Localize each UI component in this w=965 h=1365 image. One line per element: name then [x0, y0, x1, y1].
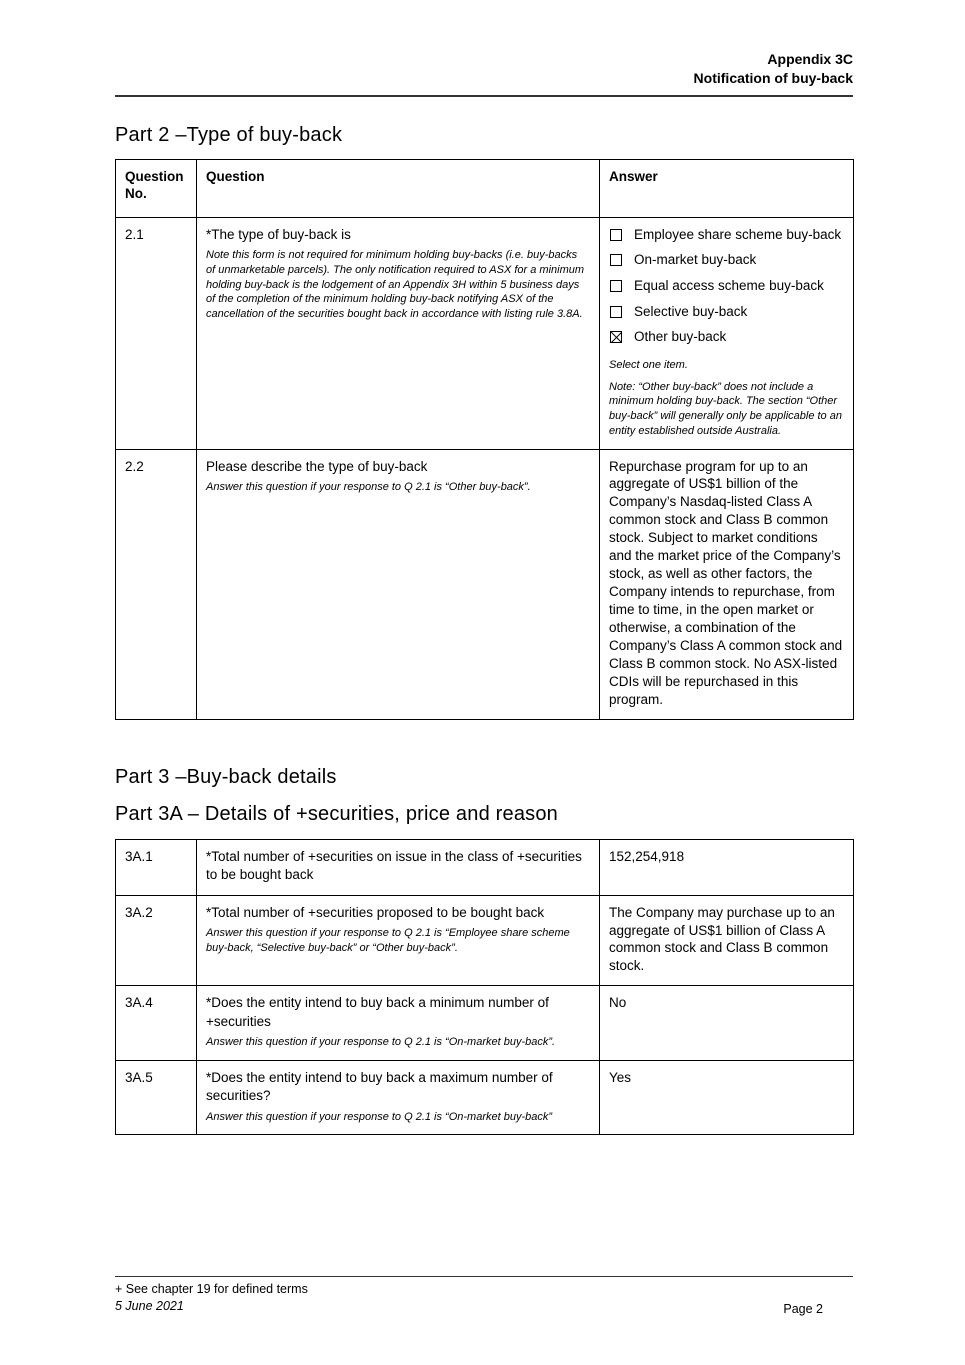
document-page: [115, 0, 853, 1135]
question-note-3a-5: Answer this question if your response to Q 2.1 is “On-market buy-back”: [206, 1110, 553, 1123]
checkbox-label: Employee share scheme buy-back: [634, 226, 842, 242]
checkbox-checked-icon[interactable]: [610, 331, 622, 343]
footer-date: 5 June 2021: [115, 1299, 184, 1314]
column-header-answer: Answer: [600, 159, 854, 217]
question-text-3a-4: *Does the entity intend to buy back a minimum number of +securities: [206, 995, 549, 1029]
answer-text-3a-1: 152,254,918: [609, 848, 685, 864]
question-note-2-1: Note this form is not required for minimum holding buy-backs (i.e. buy-backs of unmarketable parcels). The only notification required to ASX for a minimum holding buy-back is the lodgement of an Appendix 3H within 5 business days of the completion of the minimum holding buy-back notifying ASX of the cancellation of the securities bought back in accordance with listing rule 3.8A.: [206, 249, 585, 321]
answer-cell-2-2: [600, 449, 854, 719]
checkbox-item-employee-share-scheme[interactable]: [609, 226, 843, 245]
question-no-2-2: 2.2: [116, 449, 197, 719]
question-cell-3a-2: [197, 895, 600, 986]
question-no-2-1: 2.1: [116, 217, 197, 449]
table-row-3a-4: [116, 986, 854, 1060]
question-no-3a-1: 3A.1: [116, 839, 197, 895]
part3a-title: Part 3A – Details of +securities, price and reason: [115, 802, 559, 825]
answer-cell-3a-1: [600, 839, 854, 895]
other-buy-back-note: Note: “Other buy-back” does not include a minimum holding buy-back. The section “Other buy-back” will generally only be applicable to an entity established outside Australia.: [609, 380, 842, 437]
question-cell-3a-1: [197, 839, 600, 895]
checkbox-label: On-market buy-back: [634, 252, 757, 268]
checkbox-item-other[interactable]: [609, 328, 843, 347]
table-row-2-2: [116, 449, 854, 719]
question-note-3a-2: Answer this question if your response to Q 2.1 is “Employee share scheme buy-back, “Selective buy-back” or “Other buy-back”.: [206, 926, 570, 954]
header-divider: [115, 95, 853, 97]
part3-title: Part 3 –Buy-back details: [115, 765, 337, 788]
document-header: [115, 0, 853, 89]
checkbox-unchecked-icon[interactable]: [610, 229, 622, 241]
checkbox-unchecked-icon[interactable]: [610, 280, 622, 292]
question-no-3a-4: 3A.4: [116, 986, 197, 1060]
checkbox-label: Equal access scheme buy-back: [634, 277, 824, 293]
part2-title: Part 2 –Type of buy-back: [115, 123, 343, 146]
question-text-3a-2: *Total number of +securities proposed to be bought back: [206, 904, 545, 920]
select-one-item-note: Select one item.: [609, 358, 688, 371]
checkbox-unchecked-icon[interactable]: [610, 306, 622, 318]
table-row-2-1: [116, 217, 854, 449]
part2-table: [115, 159, 854, 720]
question-text-2-2: Please describe the type of buy-back: [206, 458, 428, 474]
column-header-question: Question: [197, 159, 600, 217]
question-no-3a-2: 3A.2: [116, 895, 197, 986]
answer-text-2-2: Repurchase program for up to an aggregate of US$1 billion of the Company’s Nasdaq-listed Class A common stock and Class B common stock. Subject to market conditions and the market price of the Company’s stock, as well as other factors, the Company intends to repurchase, from time to time, in the open market or otherwise, a combination of the Company’s Class A common stock and Class B common stock. No ASX-listed CDIs will be repurchased in this program.: [609, 458, 843, 707]
checkbox-label: Other buy-back: [634, 329, 727, 345]
answer-text-3a-2: The Company may purchase up to an aggregate of US$1 billion of Class A common stock and Class B common stock.: [609, 904, 835, 974]
page-number: Page 2: [783, 1301, 823, 1316]
question-cell-2-1: [197, 217, 600, 449]
checkbox-item-equal-access-scheme[interactable]: [609, 277, 843, 296]
question-text-3a-1: *Total number of +securities on issue in the class of +securities to be bought back: [206, 848, 582, 883]
question-cell-3a-4: [197, 986, 600, 1060]
table-row-3a-1: [116, 839, 854, 895]
answer-cell-3a-4: [600, 986, 854, 1060]
question-text-2-1: *The type of buy-back is: [206, 226, 351, 242]
answer-cell-3a-5: [600, 1060, 854, 1134]
table-row-3a-5: [116, 1060, 854, 1134]
answer-cell-2-1: [600, 217, 854, 449]
question-note-2-2: Answer this question if your response to Q 2.1 is “Other buy-back”.: [206, 480, 531, 493]
answer-text-3a-4: No: [609, 995, 627, 1011]
question-no-3a-5: 3A.5: [116, 1060, 197, 1134]
table-row-3a-2: [116, 895, 854, 986]
defined-terms-note: + See chapter 19 for defined terms: [115, 1282, 308, 1296]
answer-cell-3a-2: [600, 895, 854, 986]
checkbox-unchecked-icon[interactable]: [610, 254, 622, 266]
checkbox-label: Selective buy-back: [634, 303, 748, 319]
question-cell-3a-5: [197, 1060, 600, 1134]
question-text-3a-5: *Does the entity intend to buy back a maximum number of securities?: [206, 1069, 553, 1104]
question-note-3a-4: Answer this question if your response to Q 2.1 is “On-market buy-back”.: [206, 1036, 556, 1049]
column-header-question-no: Question No.: [116, 159, 197, 217]
checkbox-item-selective[interactable]: [609, 303, 843, 322]
document-footer: [115, 1276, 853, 1316]
answer-notes-2-1: [609, 358, 843, 439]
question-cell-2-2: [197, 449, 600, 719]
part2-header-row: [116, 159, 854, 217]
appendix-title: Appendix 3C: [767, 51, 853, 67]
checkbox-item-on-market[interactable]: [609, 251, 843, 270]
answer-text-3a-5: Yes: [609, 1069, 632, 1085]
part3a-table: [115, 839, 854, 1135]
form-title: Notification of buy-back: [693, 70, 853, 87]
